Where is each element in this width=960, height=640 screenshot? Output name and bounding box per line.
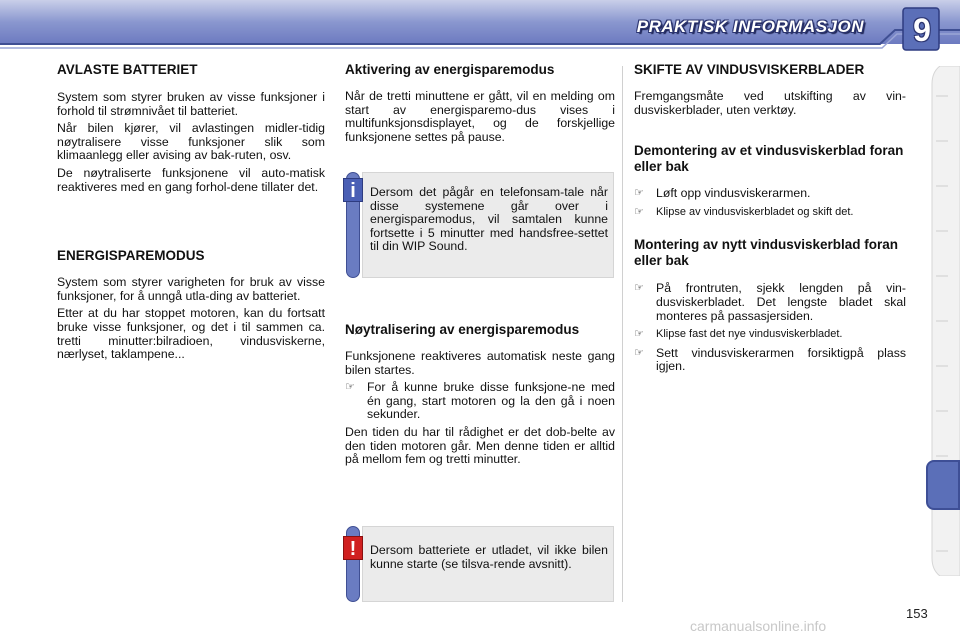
section-title-activation: Aktivering av energisparemodus: [345, 62, 555, 77]
column-middle-lower: [345, 322, 615, 467]
bullet-icon: ☞: [634, 328, 644, 341]
watermark: carmanualsonline.info: [690, 618, 827, 634]
info-note-text: Dersom det pågår en telefonsam-tale når disse systemene går over i energisparemodus, vil samtalen kunne fortsette i 5 minutter med handsfree-settet til din WIP Sound.: [370, 185, 608, 254]
warning-note-text: Dersom batteriete er utladet, vil ikke bilen kunne starte (se tilsva-rende avsnitt).: [370, 543, 608, 571]
paragraph: System som styrer bruken av visse funksjoner i forhold til strømnivået til batteriet.: [57, 90, 325, 118]
bullet-icon: ☞: [634, 187, 644, 200]
list-item: ☞ Klipse av vindusviskerbladet og skift det.: [634, 205, 854, 218]
section-title-energy-saving: ENERGISPAREMODUS: [57, 248, 205, 264]
paragraph: Funksjonene reaktiveres automatisk neste gang bilen startes.: [345, 349, 615, 377]
bullet-icon: ☞: [634, 205, 644, 218]
column-left: [57, 62, 325, 362]
section-title-fitting: Montering av nytt vindusviskerblad foran eller bak: [634, 237, 899, 269]
chapter-number: 9: [913, 12, 931, 48]
column-right: [634, 62, 906, 374]
page-number: 153: [906, 606, 928, 621]
header-title: PRAKTISK INFORMASJON: [636, 17, 864, 36]
paragraph: Fremgangsmåte ved utskifting av vin-dusviskerblader, uten verktøy.: [634, 89, 906, 117]
paragraph: Den tiden du har til rådighet er det dob-belte av den tiden motoren går. Men denne tiden er alltid på mellom fem og tretti minutter.: [345, 424, 615, 467]
paragraph: Når bilen kjører, vil avlastingen midler-tidig nøytralisere visse funksjoner slik som klimaanlegg eller avising av bak-ruten, osv.: [57, 121, 325, 163]
paragraph: System som styrer varigheten for bruk av visse funksjoner, for å unngå utla-ding av batteriet.: [57, 275, 325, 303]
list-item: ☞ På frontruten, sjekk lengden på vin-dusviskerbladet. Det lengste bladet skal monteres på passasjersiden.: [634, 281, 906, 323]
paragraph: De nøytraliserte funksjonene vil auto-matisk reaktiveres med en gang forhol-dene tillater det.: [57, 165, 325, 194]
section-title-battery: AVLASTE BATTERIET: [57, 62, 198, 77]
list-item: ☞ Løft opp vindusviskerarmen.: [634, 186, 811, 201]
bullet-icon: ☞: [634, 282, 644, 295]
list-item: ☞ For å kunne bruke disse funksjone-ne med én gang, start motoren og la den gå i noen sekunder.: [345, 380, 615, 422]
header-band: [0, 0, 960, 52]
list-item: ☞ Klipse fast det nye vindusviskerbladet.: [634, 328, 843, 341]
paragraph: Når de tretti minuttene er gått, vil en melding om start av energisparemo-dus vises i multifunksjonsdisplayet, og de forskjellige funksjonene settes på pause.: [345, 89, 615, 144]
list-item: ☞ Sett vindusviskerarmen forsiktigpå plass igjen.: [634, 345, 906, 374]
section-title-removal: Demontering av et vindusviskerblad foran eller bak: [634, 143, 904, 175]
active-chapter-tab[interactable]: [926, 460, 960, 510]
column-middle: [345, 62, 615, 144]
paragraph: Etter at du har stoppet motoren, kan du fortsatt bruke visse funksjoner, og det i til sammen ca. tretti minutter:bilradioen, vindusviskerne, nærlyset, taklampene...: [57, 306, 325, 362]
section-title-wiper-blades: SKIFTE AV VINDUSVISKERBLADER: [634, 62, 865, 77]
warning-icon: !: [343, 536, 363, 560]
column-divider: [622, 66, 623, 602]
section-title-neutralisation: Nøytralisering av energisparemodus: [345, 322, 580, 337]
bullet-icon: ☞: [634, 346, 644, 359]
info-icon: i: [343, 178, 363, 202]
bullet-icon: ☞: [345, 381, 355, 394]
